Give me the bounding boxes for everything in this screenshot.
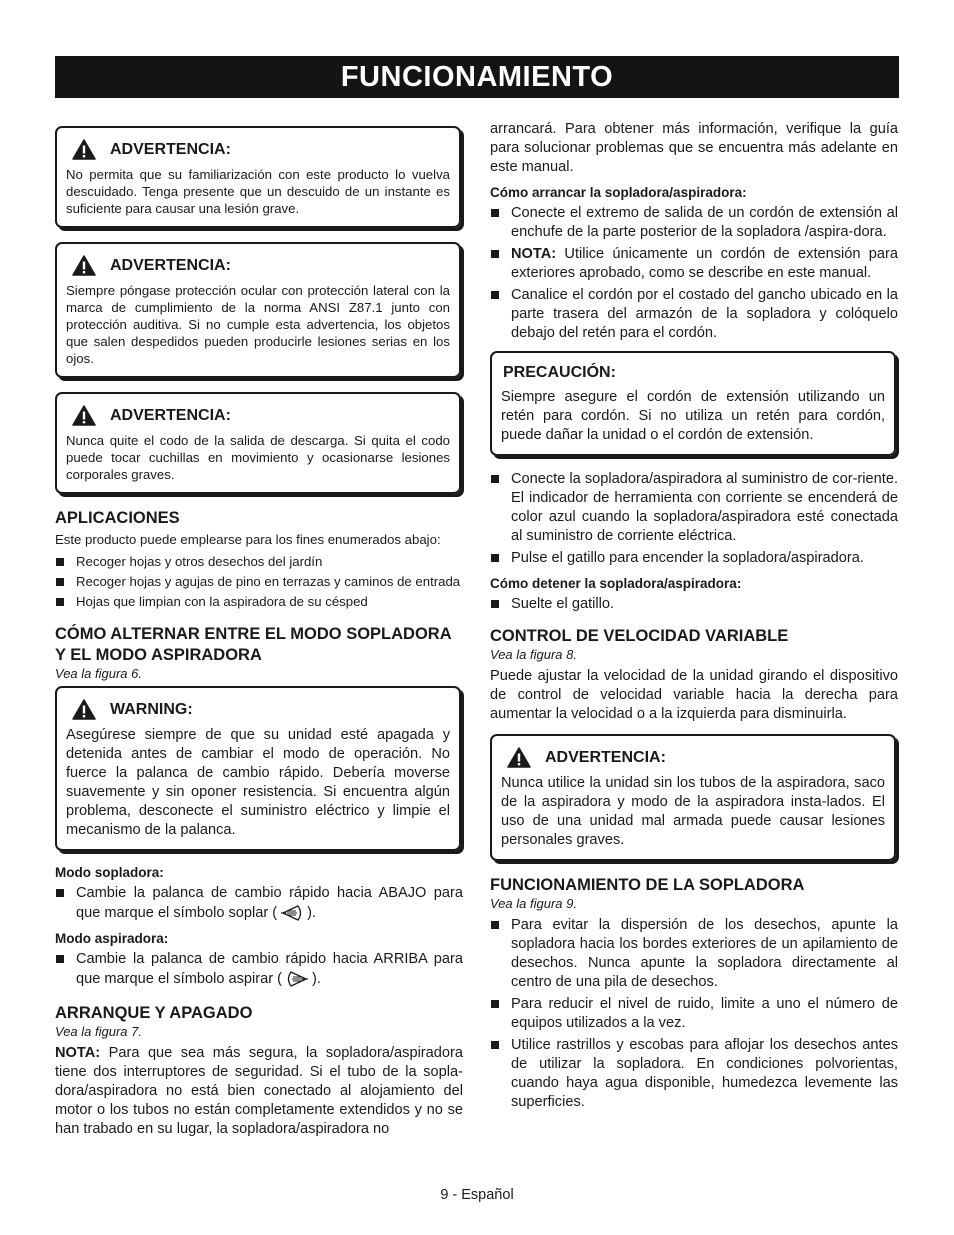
warning-text: Siempre póngase protección ocular con protección lateral con la marca de cumplimiento de la norma ANSI Z87.1 junto con protección auditiva. Si no cumple esta advertencia, los objetos que salen despedidos pueden producirle lesiones serias en los ojos. (66, 283, 450, 366)
detener-list (490, 595, 898, 614)
list-item: Recoger hojas y otros desechos del jardín (55, 553, 463, 570)
warning-text: No permita que su familiarización con este producto lo vuelva descuidado. Tenga presente que un descuido de un instante es suficiente para causar una lesión grave. (66, 167, 450, 216)
subheading-detener: Cómo detener la sopladora/aspiradora: (490, 576, 742, 591)
list-item: Cambie la palanca de cambio rápido hacia ABAJO para que marque el símbolo soplar ( ). (55, 884, 463, 923)
section-heading-velocidad: CONTROL DE VELOCIDAD VARIABLE (490, 627, 789, 645)
list-item: NOTA: Utilice únicamente un cordón de extensión para exteriores aprobado, como se describe en este manual. (490, 245, 898, 283)
list-item: Para reducir el nivel de ruido, limite a uno el número de equipos utilizados a la vez. (490, 995, 898, 1033)
list-item: Suelte el gatillo. (490, 595, 898, 614)
right-column (490, 120, 898, 1115)
left-column (55, 120, 463, 1139)
figure-reference: Vea la figura 9. (490, 896, 577, 911)
page-number: 9 - Español (440, 1187, 514, 1203)
page-title: FUNCIONAMIENTO (55, 56, 899, 98)
warning-triangle-icon (507, 747, 531, 768)
warning-title: WARNING: (110, 700, 193, 718)
warning-title: ADVERTENCIA: (545, 748, 666, 766)
list-item: Recoger hojas y agujas de pino en terrazas y caminos de entrada (55, 573, 463, 590)
section-heading-soplado: FUNCIONAMIENTO DE LA SOPLADORA (490, 876, 805, 894)
soplado-list (490, 916, 898, 1112)
caution-text: Siempre asegure el cordón de extensión utilizando un retén para cordón. Si no utiliza un retén para cordón, puede dañar la unidad o el cordón de extensión. (501, 389, 885, 443)
list-item: Para evitar la dispersión de los desechos, apunte la sopladora hacia los bordes exteriores de un apilamiento de desechos. Nunca apunte la sopladora directamente al centro de una pila de desechos. (490, 916, 898, 992)
warning-title: ADVERTENCIA: (110, 406, 231, 424)
subheading-modo-aspiradora: Modo aspiradora: (55, 931, 169, 946)
warning-text: Asegúrese siempre de que su unidad esté apagada y detenida antes de cambiar el modo de operación. No fuerce la palanca de cambio rápido. Debería moverse suavemente y sin oponer resistencia. Si encuentra algún problema, desconecte el suministro eléctrico y limpie el mecanismo de la palanca. (66, 727, 450, 838)
warning-box-elbow (55, 392, 461, 494)
warning-box-eye-protection (55, 242, 461, 378)
list-item: Hojas que limpian con la aspiradora de su césped (55, 593, 463, 610)
figure-reference: Vea la figura 8. (490, 647, 577, 662)
velocidad-text: Puede ajustar la velocidad de la unidad girando el dispositivo de control de velocidad variable hacia la derecha para aumentar la velocidad o a la izquierda para disminuirla. (490, 668, 898, 722)
figure-reference: Vea la figura 7. (55, 1024, 142, 1039)
warning-triangle-icon (72, 139, 96, 160)
vacuum-symbol-icon (283, 969, 311, 989)
warning-box-tubes (490, 734, 896, 861)
subheading-modo-sopladora: Modo sopladora: (55, 865, 164, 880)
caution-box-cord (490, 351, 896, 456)
warning-text: Nunca utilice la unidad sin los tubos de la aspiradora, saco de la aspiradora y modo de la aspiradora insta-lados. El uso de una unidad mal armada puede causar lesiones personales graves. (501, 775, 885, 848)
warning-box-mode-switch (55, 686, 461, 851)
arrancar-list (490, 204, 898, 343)
warning-title: ADVERTENCIA: (110, 140, 231, 158)
list-item: Conecte la sopladora/aspiradora al suministro de cor-riente. El indicador de herramienta con corriente se encenderá de color azul cuando la sopladora/aspiradora esté conectada al suministro de corriente eléctrica. (490, 470, 898, 546)
warning-triangle-icon (72, 255, 96, 276)
continued-text: arrancará. Para obtener más información, verifique la guía para solucionar problemas que se encuentra más adelante en este manual. (490, 121, 898, 175)
warning-triangle-icon (72, 405, 96, 426)
list-item: Canalice el cordón por el costado del gancho ubicado en la parte trasera del armazón de la sopladora y colóquelo debajo del retén para el cordón. (490, 286, 898, 343)
caution-title: PRECAUCIÓN: (503, 364, 616, 381)
blow-symbol-icon (278, 903, 306, 923)
arranque-note: NOTA: Para que sea más segura, la sopladora/aspiradora tiene dos interruptores de seguridad. Si el tubo de la sopla-dora/aspiradora no está bien conectado al alojamiento del motor o los tubos no están completamente extendidos y no se han trabado en su lugar, la sopladora/aspiradora no (55, 1045, 463, 1137)
list-item: Utilice rastrillos y escobas para aflojar los desechos antes de utilizar la sopladora. En condiciones polvorientas, cuando haya agua disponible, humedezca levemente las superficies. (490, 1036, 898, 1112)
warning-triangle-icon (72, 699, 96, 720)
subheading-arrancar: Cómo arrancar la sopladora/aspiradora: (490, 185, 747, 200)
section-heading-alternar: CÓMO ALTERNAR ENTRE EL MODO SOPLADORA Y EL MODO ASPIRADORA (55, 625, 451, 664)
list-item: Pulse el gatillo para encender la sopladora/aspiradora. (490, 549, 898, 568)
warning-title: ADVERTENCIA: (110, 256, 231, 274)
list-item: Cambie la palanca de cambio rápido hacia ARRIBA para que marque el símbolo aspirar ( ). (55, 950, 463, 989)
figure-reference: Vea la figura 6. (55, 666, 142, 681)
list-item: Conecte el extremo de salida de un cordón de extensión al enchufe de la parte posterior de la sopladora /aspira-dora. (490, 204, 898, 242)
section-heading-arranque: ARRANQUE Y APAGADO (55, 1004, 253, 1022)
section-heading-aplicaciones: APLICACIONES (55, 509, 180, 527)
aplicaciones-intro: Este producto puede emplearse para los fines enumerados abajo: (55, 532, 441, 547)
aplicaciones-list (55, 553, 463, 610)
warning-box-familiarity (55, 126, 461, 228)
warning-text: Nunca quite el codo de la salida de descarga. Si quita el codo puede tocar cuchillas en movimiento y ocasionarse lesiones corporales graves. (66, 433, 450, 482)
power-list (490, 470, 898, 568)
